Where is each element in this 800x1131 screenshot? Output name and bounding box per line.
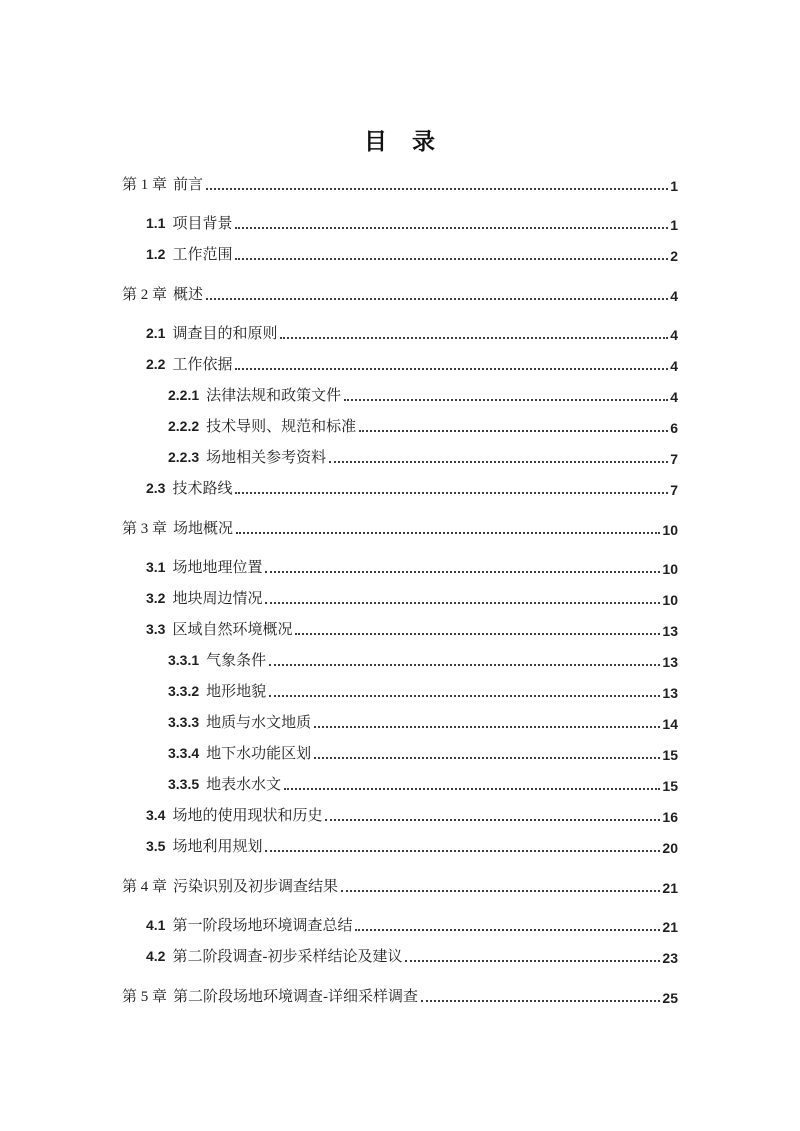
toc-entry-label [122,517,233,543]
toc-entry-number: 4.1 [146,917,166,933]
toc-entry-text: 前言 [173,177,204,193]
dotted-leader [235,227,668,229]
toc-entry-number: 2.2 [146,356,166,372]
toc-entry-label [168,773,281,799]
toc-entry-page-number: 13 [662,623,678,639]
toc-entry-label [146,322,277,348]
toc-entry-number: 3.3.4 [168,745,200,761]
toc-entry-page-number: 1 [670,217,678,233]
toc-entry-text: 场地相关参考资料 [206,450,327,466]
toc-entry [122,644,678,675]
dotted-leader [359,430,668,432]
toc-entry-page-number: 13 [662,654,678,670]
toc-entry-number: 3.3.2 [168,683,200,699]
toc-entry [122,410,678,441]
toc-entry [122,768,678,799]
toc-entry-number: 3.3 [146,621,166,637]
toc-entry [122,613,678,644]
toc-entry [122,278,678,309]
toc-entry-page-number: 4 [670,358,678,374]
toc-title: 目 录 [364,129,436,154]
toc-entry-label [146,914,352,940]
toc-entry-label [168,415,356,441]
dotted-leader [325,819,660,821]
toc-entry-number: 第 3 章 [122,521,168,537]
toc-entry-number: 4.2 [146,948,166,964]
toc-entry-text: 技术路线 [172,481,233,497]
toc-entry [122,582,678,613]
toc-entry-number: 2.2.2 [168,418,200,434]
dotted-leader [269,695,660,697]
toc-entry-label [146,835,262,861]
toc-entry-label [122,173,203,199]
toc-entry-label [168,446,326,472]
toc-entry-text: 地块周边情况 [172,591,263,607]
toc-entry-number: 第 5 章 [122,989,168,1005]
toc-entry [122,830,678,861]
toc-entry [122,706,678,737]
dotted-leader [265,571,660,573]
toc-entry [122,317,678,348]
toc-entry [122,870,678,901]
toc-entry [122,675,678,706]
toc-entry-page-number: 10 [662,522,678,538]
toc-entry [122,512,678,543]
toc-entry-text: 地质与水文地质 [206,715,312,731]
toc-entry [122,348,678,379]
toc-entry-page-number: 13 [662,685,678,701]
toc-entry-page-number: 10 [662,561,678,577]
toc-entry [122,980,678,1011]
dotted-leader [295,633,660,635]
toc-entry-text: 地表水水文 [206,777,282,793]
toc-entry-page-number: 10 [662,592,678,608]
toc-entry-number: 3.3.1 [168,652,200,668]
dotted-leader [344,399,668,401]
toc-entry-label [168,711,311,737]
toc-entry-label [168,649,266,675]
dotted-leader [314,726,660,728]
toc-list [122,168,678,1011]
toc-entry-label [146,618,292,644]
toc-entry-text: 概述 [173,287,204,303]
toc-entry-label [146,353,232,379]
toc-entry-text: 地形地貌 [206,684,267,700]
toc-entry-label [146,556,262,582]
toc-entry-page-number: 1 [670,178,678,194]
toc-entry-page-number: 7 [670,451,678,467]
dotted-leader [280,337,668,339]
toc-entry-page-number: 15 [662,747,678,763]
toc-entry-page-number: 21 [662,919,678,935]
toc-entry-label [168,742,311,768]
toc-entry-text: 第二阶段场地环境调查-详细采样调查 [173,989,419,1005]
toc-entry-text: 气象条件 [206,653,267,669]
toc-entry-number: 2.2.1 [168,387,200,403]
toc-entry-number: 3.2 [146,590,166,606]
toc-entry-number: 3.4 [146,807,166,823]
toc-entry-page-number: 14 [662,716,678,732]
toc-entry-label [146,243,232,269]
dotted-leader [405,960,660,962]
toc-entry-text: 项目背景 [172,216,233,232]
toc-entry-label [146,587,262,613]
toc-entry-label [122,283,203,309]
toc-entry-number: 2.2.3 [168,449,200,465]
toc-entry [122,379,678,410]
toc-entry-page-number: 7 [670,482,678,498]
toc-entry-label [122,875,338,901]
dotted-leader [236,532,660,534]
toc-entry-text: 地下水功能区划 [206,746,312,762]
toc-entry-text: 区域自然环境概况 [172,622,293,638]
toc-entry [122,551,678,582]
toc-entry-page-number: 4 [670,327,678,343]
toc-entry-page-number: 25 [662,990,678,1006]
dotted-leader [206,188,668,190]
toc-entry-number: 3.5 [146,838,166,854]
dotted-leader [355,929,660,931]
toc-entry-text: 法律法规和政策文件 [206,388,342,404]
toc-entry-number: 第 4 章 [122,879,168,895]
toc-entry-text: 第二阶段调查-初步采样结论及建议 [172,949,403,965]
toc-entry-text: 工作范围 [172,247,233,263]
toc-entry-text: 场地利用规划 [172,839,263,855]
toc-entry-number: 2.3 [146,480,166,496]
toc-entry-text: 场地的使用现状和历史 [172,808,323,824]
toc-entry-text: 场地概况 [173,521,234,537]
toc-entry-label [146,212,232,238]
toc-entry-label [146,477,232,503]
dotted-leader [206,298,668,300]
dotted-leader [284,788,660,790]
toc-entry [122,207,678,238]
toc-entry-text: 污染识别及初步调查结果 [173,879,339,895]
toc-entry [122,737,678,768]
toc-entry-label [168,680,266,706]
toc-entry-label [122,985,418,1011]
dotted-leader [329,461,668,463]
toc-entry-page-number: 20 [662,840,678,856]
toc-entry-number: 3.1 [146,559,166,575]
toc-entry [122,940,678,971]
toc-entry-number: 3.3.3 [168,714,200,730]
toc-entry-text: 调查目的和原则 [172,326,278,342]
toc-entry [122,441,678,472]
toc-entry-page-number: 6 [670,420,678,436]
toc-entry-text: 场地地理位置 [172,560,263,576]
toc-entry-label [168,384,341,410]
toc-entry-page-number: 4 [670,389,678,405]
toc-entry-number: 3.3.5 [168,776,200,792]
toc-entry-text: 技术导则、规范和标准 [206,419,357,435]
toc-entry [122,472,678,503]
toc-entry-number: 第 2 章 [122,287,168,303]
toc-entry-text: 第一阶段场地环境调查总结 [172,918,353,934]
dotted-leader [235,258,668,260]
dotted-leader [269,664,660,666]
toc-entry [122,238,678,269]
toc-entry [122,909,678,940]
toc-entry-number: 第 1 章 [122,177,168,193]
dotted-leader [341,890,660,892]
toc-entry-text: 工作依据 [172,357,233,373]
toc-entry [122,168,678,199]
dotted-leader [235,368,668,370]
toc-entry-number: 1.1 [146,215,166,231]
toc-entry-label [146,804,322,830]
toc-entry-page-number: 23 [662,950,678,966]
toc-entry-page-number: 21 [662,880,678,896]
toc-entry-label [146,945,402,971]
dotted-leader [265,850,660,852]
toc-entry-page-number: 15 [662,778,678,794]
dotted-leader [235,492,668,494]
toc-entry [122,799,678,830]
toc-entry-page-number: 4 [670,288,678,304]
dotted-leader [314,757,660,759]
toc-entry-number: 1.2 [146,246,166,262]
dotted-leader [265,602,660,604]
toc-entry-number: 2.1 [146,325,166,341]
toc-entry-page-number: 16 [662,809,678,825]
dotted-leader [421,1000,660,1002]
toc-entry-page-number: 2 [670,248,678,264]
